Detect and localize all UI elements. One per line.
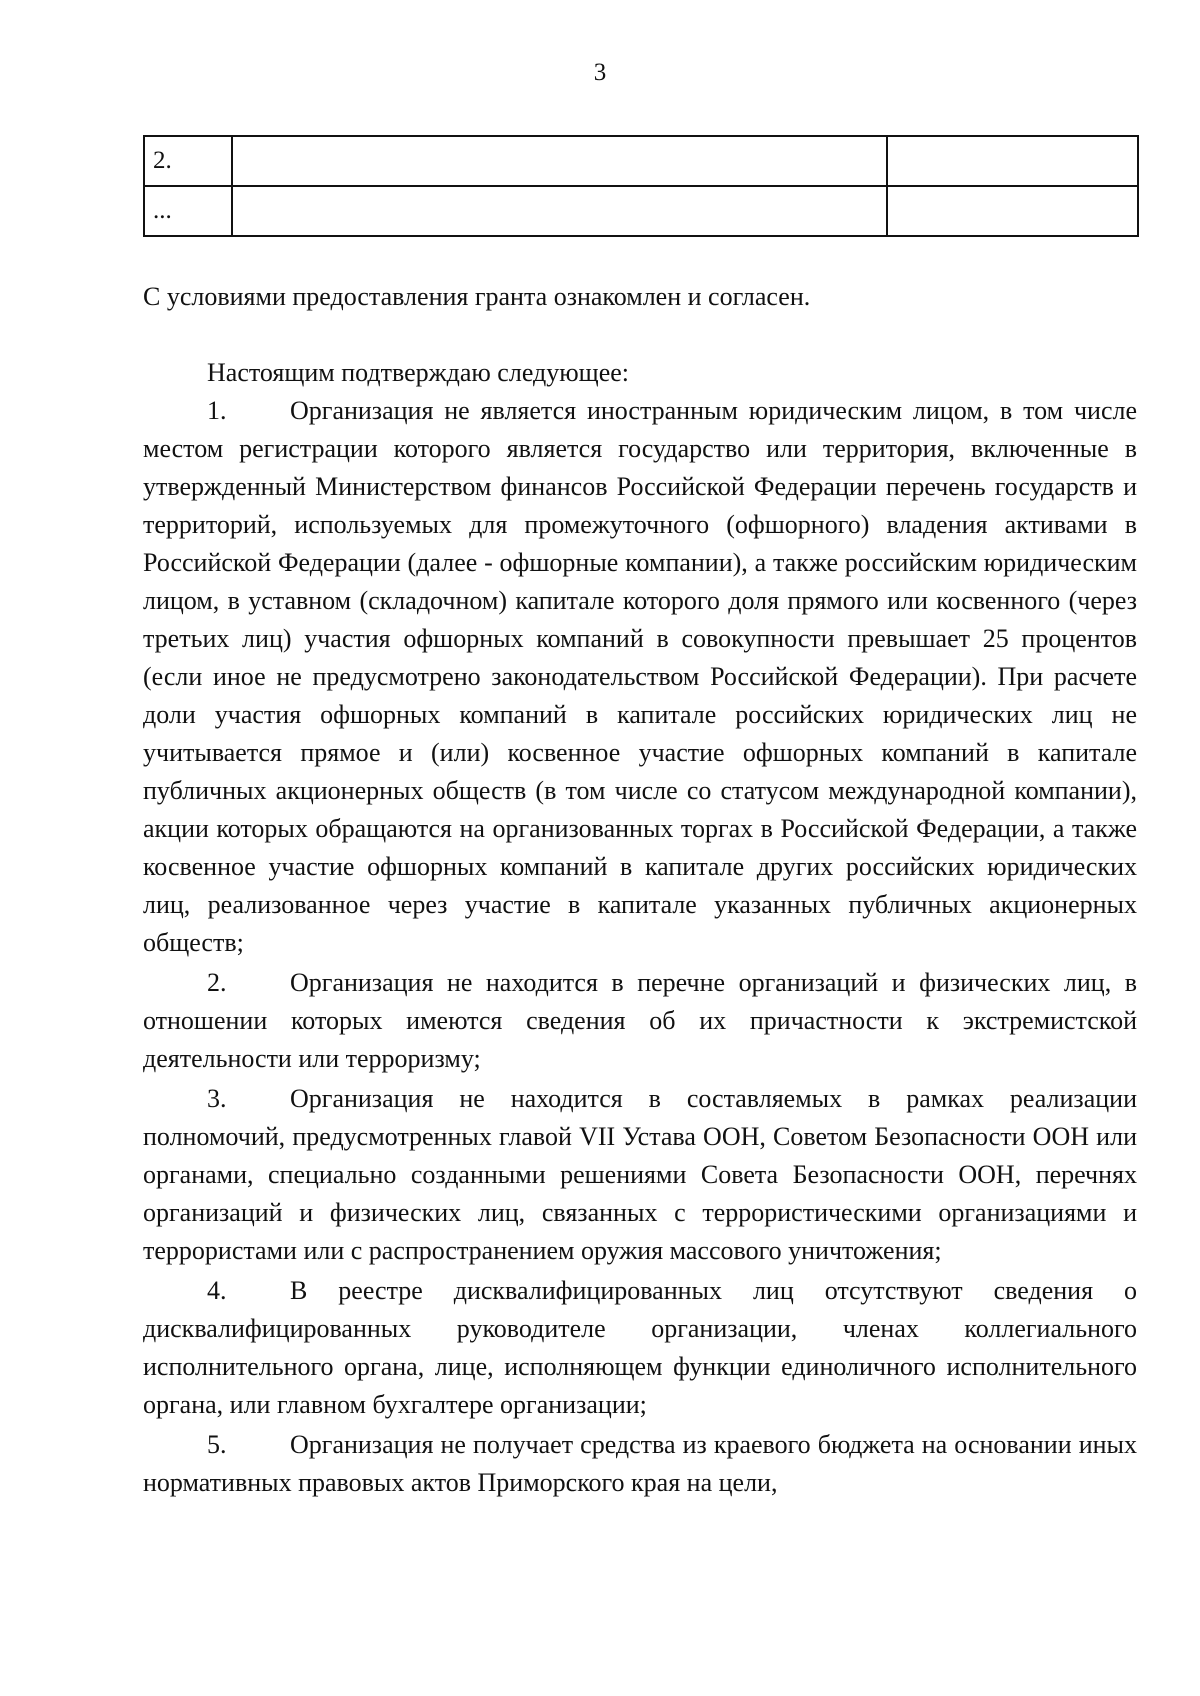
list-item-number: 1.: [207, 396, 227, 425]
list-item-number: 2.: [207, 968, 227, 997]
table-cell: [887, 136, 1138, 186]
list-item: [143, 1272, 1137, 1424]
table-cell: [887, 186, 1138, 236]
confirmation-list: [143, 392, 1137, 1502]
list-item-text: Организация не получает средства из краевого бюджета на основании иных нормативных правовых актов Приморского края на цели,: [143, 1430, 1137, 1497]
list-item-number: 5.: [207, 1430, 227, 1459]
list-item: [143, 392, 1137, 962]
list-item: [143, 964, 1137, 1078]
list-item: [143, 1080, 1137, 1270]
confirmation-intro: Настоящим подтверждаю следующее:: [207, 358, 629, 387]
page-number: 3: [593, 59, 607, 86]
list-item-number: 3.: [207, 1084, 227, 1113]
table-cell-number: 2.: [144, 136, 232, 186]
table-row: [144, 136, 1138, 186]
list-item-text: Организация не находится в составляемых в рамках реализации полномочий, предусмотренных главой VII Устава ООН, Советом Безопасности ООН или органами, специально созданными решениями Совета Безопасности ООН, перечнях организаций и физических лиц, связанных с террористическими организациями и террористами или с распространением оружия массового уничтожения;: [143, 1084, 1137, 1265]
list-item-text: Организация не является иностранным юридическим лицом, в том числе местом регистрации которого является государство или территория, включенные в утвержденный Министерством финансов Российской Федерации перечень государств и территорий, используемых для промежуточного (офшорного) владения активами в Российской Федерации (далее - офшорные компании), а также российским юридическим лицом, в уставном (складочном) капитале которого доля прямого или косвенного (через третьих лиц) участия офшорных компаний в совокупности превышает 25 процентов (если иное не предусмотрено законодательством Российской Федерации). При расчете доли участия офшорных компаний в капитале российских юридических лиц не учитывается прямое и (или) косвенное участие офшорных компаний в капитале публичных акционерных обществ (в том числе со статусом международной компании), акции которых обращаются на организованных торгах в Российской Федерации, а также косвенное участие офшорных компаний в капитале других российских юридических лиц, реализованное через участие в капитале указанных публичных акционерных обществ;: [143, 396, 1137, 957]
table-row: [144, 186, 1138, 236]
agreement-statement: С условиями предоставления гранта ознакомлен и согласен.: [143, 282, 811, 311]
table-cell: [232, 136, 887, 186]
table-cell: [232, 186, 887, 236]
list-item-text: Организация не находится в перечне организаций и физических лиц, в отношении которых имеются сведения об их причастности к экстремистской деятельности или терроризму;: [143, 968, 1137, 1073]
continuation-table: [143, 135, 1139, 237]
list-item-number: 4.: [207, 1276, 227, 1305]
list-item: [143, 1426, 1137, 1502]
table-cell-number: ...: [144, 186, 232, 236]
list-item-text: В реестре дисквалифицированных лиц отсутствуют сведения о дисквалифицированных руководителе организации, членах коллегиального исполнительного органа, лице, исполняющем функции единоличного исполнительного органа, или главном бухгалтере организации;: [143, 1276, 1137, 1419]
